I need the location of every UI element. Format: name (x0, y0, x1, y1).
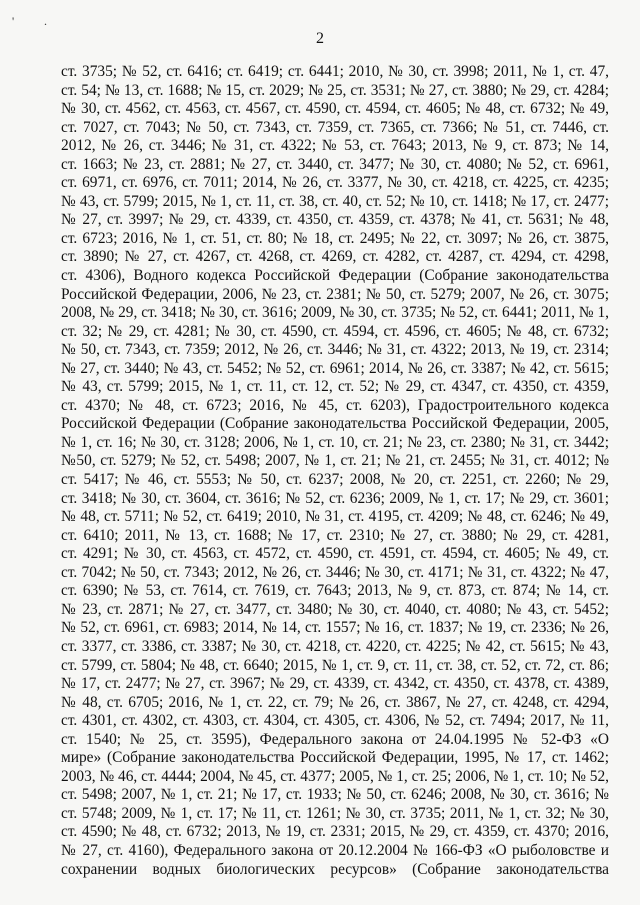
text-line: ст. 54; № 13, ст. 1688; № 15, ст. 2029; № 25, ст. 3531; № 27, ст. 3880; № 29, ст. 4284; (61, 81, 609, 99)
text-line: ст. 7042; № 50, ст. 7343; 2012, № 26, ст. 3446; № 30, ст. 4171; № 31, ст. 4322; № 47, (61, 563, 609, 581)
scan-mark: ' (12, 14, 15, 28)
text-line: ст. 1540; № 25, ст. 3595), Федерального закона от 24.04.1995 № 52-ФЗ «О (61, 730, 609, 748)
text-line: ст. 5748; 2009, № 1, ст. 17; № 11, ст. 1261; № 30, ст. 3735; 2011, № 1, ст. 32; № 30, (61, 804, 609, 822)
text-line: ст. 4306), Водного кодекса Российской Федерации (Собрание законодательства (61, 267, 609, 285)
scan-mark: . (44, 14, 47, 28)
text-line: № 52, ст. 6961, ст. 6983; 2014, № 14, ст. 1557; № 16, ст. 1837; № 19, ст. 2336; № 26, (61, 619, 609, 637)
text-line: 2008, № 29, ст. 3418; № 30, ст. 3616; 2009, № 30, ст. 3735; № 52, ст. 6441; 2011, № 1, (61, 304, 609, 322)
text-line: № 48, ст. 6705; 2016, № 1, ст. 22, ст. 79; № 26, ст. 3867, № 27, ст. 4248, ст. 4294, (61, 693, 609, 711)
text-line: сохранении водных биологических ресурсов» (Собрание законодательства (61, 860, 609, 878)
text-line: № 43, ст. 5799; 2015, № 1, ст. 11, ст. 38, ст. 40, ст. 52; № 10, ст. 1418; № 17, ст. 2477; (61, 192, 609, 210)
text-line: № 17, ст. 2477; № 27, ст. 3967; № 29, ст. 4339, ст. 4342, ст. 4350, ст. 4378, ст. 4389, (61, 675, 609, 693)
text-line: ст. 5417; № 46, ст. 5553; № 50, ст. 6237; 2008, № 20, ст. 2251, ст. 2260; № 29, (61, 471, 609, 489)
text-line: №50, ст. 5279; № 52, ст. 5498; 2007, № 1, ст. 21; № 21, ст. 2455; № 31, ст. 4012; № (61, 452, 609, 470)
text-line: ст. 3735; № 52, ст. 6416; ст. 6419; ст. 6441; 2010, № 30, ст. 3998; 2011, № 1, ст. 47, (61, 63, 609, 80)
text-line: 2012, № 26, ст. 3446; № 31, ст. 4322; № 53, ст. 7643; 2013, № 9, ст. 873; № 14, (61, 137, 609, 155)
text-line: ст. 3418; № 30, ст. 3604, ст. 3616; № 52, ст. 6236; 2009, № 1, ст. 17; № 29, ст. 3601; (61, 489, 609, 507)
text-line: № 27, ст. 4160), Федерального закона от 20.12.2004 № 166-ФЗ «О рыболовстве и (61, 841, 609, 859)
body-text (61, 63, 609, 879)
text-line: ст. 32; № 29, ст. 4281; № 30, ст. 4590, ст. 4594, ст. 4596, ст. 4605; № 48, ст. 6732; (61, 322, 609, 340)
text-line: № 50, ст. 7343, ст. 7359; 2012, № 26, ст. 3446; № 31, ст. 4322; 2013, № 19, ст. 2314; (61, 341, 609, 359)
text-line: № 30, ст. 4562, ст. 4563, ст. 4567, ст. 4590, ст. 4594, ст. 4605; № 48, ст. 6732; № 49, (61, 100, 609, 118)
text-line: ст. 6723; 2016, № 1, ст. 51, ст. 80; № 18, ст. 2495; № 22, ст. 3097; № 26, ст. 3875, (61, 229, 609, 247)
text-line: ст. 4291; № 30, ст. 4563, ст. 4572, ст. 4590, ст. 4591, ст. 4594, ст. 4605; № 49, ст. (61, 545, 609, 563)
text-line: ст. 1663; № 23, ст. 2881; № 27, ст. 3440, ст. 3477; № 30, ст. 4080; № 52, ст. 6961, (61, 155, 609, 173)
page-number: 2 (316, 30, 324, 47)
text-line: № 27, ст. 3997; № 29, ст. 4339, ст. 4350, ст. 4359, ст. 4378; № 41, ст. 5631; № 48, (61, 211, 609, 229)
text-line: ст. 3377, ст. 3386, ст. 3387; № 30, ст. 4218, ст. 4220, ст. 4225; № 42, ст. 5615; № 43, (61, 637, 609, 655)
text-line: ст. 6390; № 53, ст. 7614, ст. 7619, ст. 7643; 2013, № 9, ст. 873, ст. 874; № 14, ст. (61, 582, 609, 600)
text-line: Российской Федерации (Собрание законодательства Российской Федерации, 2005, (61, 415, 609, 433)
text-line: ст. 4301, ст. 4302, ст. 4303, ст. 4304, ст. 4305, ст. 4306, № 52, ст. 7494; 2017, № 11, (61, 712, 609, 730)
text-line: 2003, № 46, ст. 4444; 2004, № 45, ст. 4377; 2005, № 1, ст. 25; 2006, № 1, ст. 10; № 52, (61, 767, 609, 785)
text-line: Российской Федерации, 2006, № 23, ст. 2381; № 50, ст. 5279; 2007, № 26, ст. 3075; (61, 285, 609, 303)
text-line: ст. 6971, ст. 6976, ст. 7011; 2014, № 26, ст. 3377, № 30, ст. 4218, ст. 4225, ст. 4235; (61, 174, 609, 192)
text-line: ст. 4370; № 48, ст. 6723; 2016, № 45, ст. 6203), Градостроительного кодекса (61, 396, 609, 414)
text-line: ст. 7027, ст. 7043; № 50, ст. 7343, ст. 7359, ст. 7365, ст. 7366; № 51, ст. 7446, ст. (61, 118, 609, 136)
text-line: № 1, ст. 16; № 30, ст. 3128; 2006, № 1, ст. 10, ст. 21; № 23, ст. 2380; № 31, ст. 3442; (61, 433, 609, 451)
text-line: ст. 3890; № 27, ст. 4267, ст. 4268, ст. 4269, ст. 4282, ст. 4287, ст. 4294, ст. 4298, (61, 248, 609, 266)
text-line: № 23, ст. 2871; № 27, ст. 3477, ст. 3480; № 30, ст. 4040, ст. 4080; № 43, ст. 5452; (61, 600, 609, 618)
text-line: № 48, ст. 5711; № 52, ст. 6419; 2010, № 31, ст. 4195, ст. 4209; № 48, ст. 6246; № 49, (61, 508, 609, 526)
text-line: мире» (Собрание законодательства Российской Федерации, 1995, № 17, ст. 1462; (61, 749, 609, 767)
text-line: № 43, ст. 5799; 2015, № 1, ст. 11, ст. 12, ст. 52; № 29, ст. 4347, ст. 4350, ст. 4359, (61, 378, 609, 396)
text-line: № 27, ст. 3440; № 43, ст. 5452; № 52, ст. 6961; 2014, № 26, ст. 3387; № 42, ст. 5615; (61, 359, 609, 377)
text-line: ст. 4590; № 48, ст. 6732; 2013, № 19, ст. 2331; 2015, № 29, ст. 4359, ст. 4370; 2016, (61, 823, 609, 841)
text-line: ст. 5498; 2007, № 1, ст. 21; № 17, ст. 1933; № 50, ст. 6246; 2008, № 30, ст. 3616; № (61, 786, 609, 804)
text-line: ст. 5799, ст. 5804; № 48, ст. 6640; 2015, № 1, ст. 9, ст. 11, ст. 38, ст. 52, ст. 72, ст. 86; (61, 656, 609, 674)
text-line: ст. 6410; 2011, № 13, ст. 1688; № 17, ст. 2310; № 27, ст. 3880; № 29, ст. 4281, (61, 526, 609, 544)
